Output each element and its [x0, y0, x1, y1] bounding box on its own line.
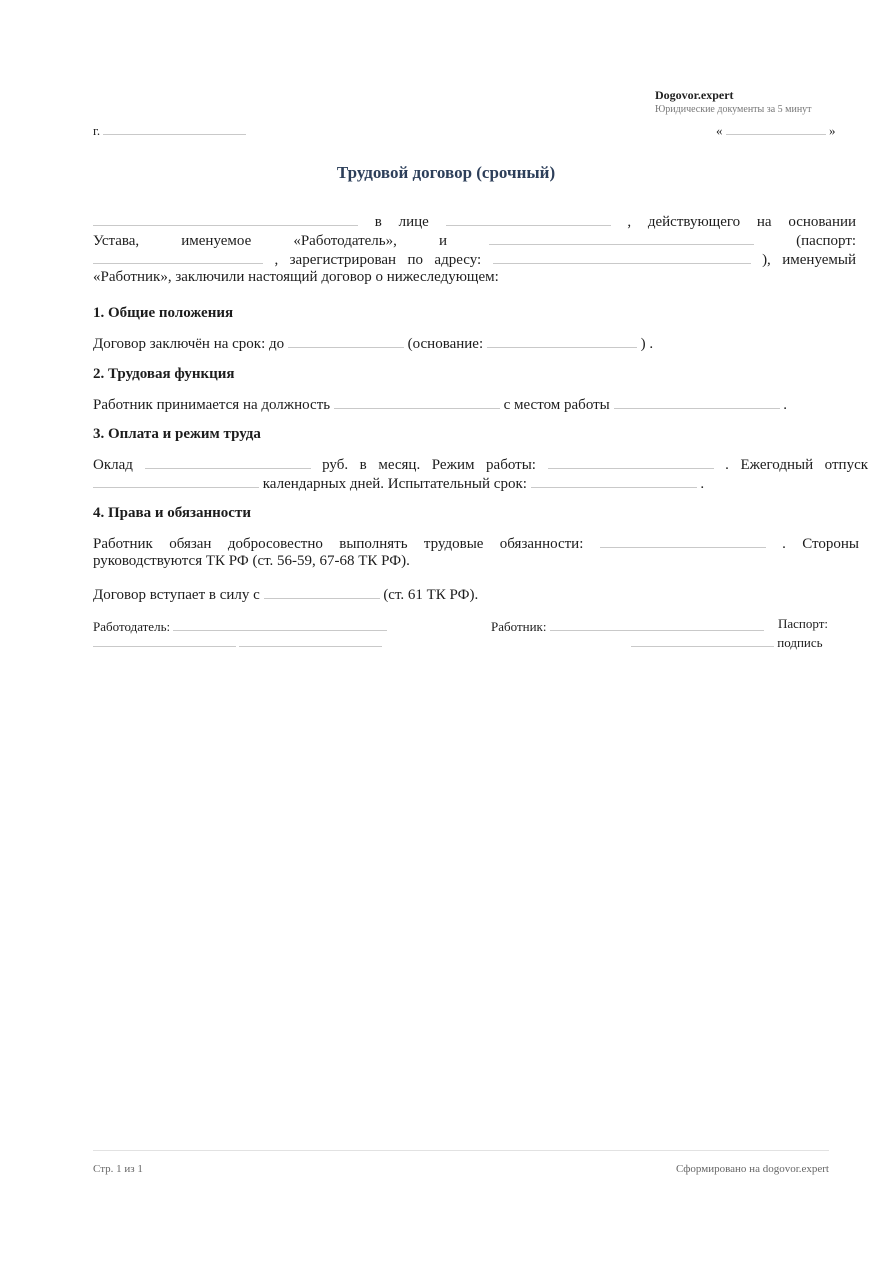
section-text: Работник обязан добросовестно выполнять трудовые обязанности:: [93, 536, 584, 552]
intro-text: ), именуемый: [762, 252, 857, 268]
section-text: (ст. 61 ТК РФ).: [383, 587, 479, 603]
date-line: [716, 120, 836, 139]
section-text: .: [783, 397, 788, 413]
section-text: .: [700, 476, 705, 492]
effective-date-field[interactable]: [264, 584, 380, 599]
city-prefix: г.: [93, 123, 101, 138]
date-field[interactable]: [726, 120, 826, 135]
employer-name-field[interactable]: [93, 211, 358, 226]
intro-text: , зарегистрирован по адресу:: [274, 252, 482, 268]
section-3-line-1: [93, 454, 868, 475]
intro-line-2: [93, 230, 856, 251]
section-text: календарных дней. Испытательный срок:: [262, 476, 527, 492]
section-text: с местом работы: [503, 397, 610, 413]
employee-extra-line: [631, 632, 823, 651]
intro-text: (паспорт:: [796, 233, 857, 249]
employee-name-field[interactable]: [489, 230, 754, 245]
employer-extra-line: [93, 632, 382, 651]
section-4-heading: 4. Права и обязанности: [93, 505, 251, 521]
employer-signature-field[interactable]: [173, 616, 387, 631]
term-basis-field[interactable]: [487, 333, 637, 348]
intro-line-1: [93, 211, 856, 232]
section-text: Работник принимается на должность: [93, 397, 331, 413]
section-4-line-2: руководствуются ТК РФ (ст. 56-59, 67-68 ТК РФ).: [93, 553, 410, 569]
intro-text: и: [438, 233, 447, 249]
probation-field[interactable]: [531, 473, 697, 488]
document-title: Трудовой договор (срочный): [336, 163, 556, 182]
section-2-text: [93, 394, 856, 415]
section-text: ) .: [640, 336, 654, 352]
representative-field[interactable]: [446, 211, 611, 226]
term-end-field[interactable]: [288, 333, 404, 348]
brand-tagline: Юридические документы за 5 минут: [655, 104, 812, 115]
brand-name: Dogovor.expert: [655, 88, 734, 102]
section-text: . Стороны: [782, 536, 859, 552]
section-4-line-1: [93, 533, 859, 554]
section-2-heading: 2. Трудовая функция: [93, 366, 235, 382]
intro-line-4: «Работник», заключили настоящий договор о нижеследующем:: [93, 269, 499, 285]
section-text: Договор вступает в силу с: [93, 587, 260, 603]
passport-field[interactable]: [93, 249, 263, 264]
city-line: [93, 120, 246, 139]
section-3-line-2: [93, 473, 856, 494]
duties-field[interactable]: [600, 533, 766, 548]
employee-signature-field[interactable]: [550, 616, 764, 631]
intro-text: , действующего на основании: [627, 214, 857, 230]
section-text: (основание:: [407, 336, 484, 352]
employer-name-signature-field[interactable]: [93, 632, 236, 647]
date-open-quote: «: [716, 123, 723, 138]
effective-date-line: [93, 584, 856, 605]
employee-passport-field[interactable]: [631, 632, 774, 647]
section-text: . Ежегодный отпуск: [725, 457, 869, 473]
intro-text: Устава,: [93, 233, 140, 249]
generated-by: Сформировано на dogovor.expert: [675, 1163, 829, 1175]
employer-signature-label: Работодатель:: [93, 619, 171, 634]
section-1-heading: 1. Общие положения: [93, 305, 234, 321]
section-text: Оклад: [93, 457, 133, 473]
section-1-text: [93, 333, 856, 354]
intro-line-3: [93, 249, 856, 270]
workplace-field[interactable]: [614, 394, 780, 409]
intro-text: в лице: [374, 214, 429, 230]
date-close-quote: »: [829, 123, 836, 138]
position-field[interactable]: [334, 394, 500, 409]
section-3-heading: 3. Оплата и режим труда: [93, 426, 261, 442]
signature-caption: подпись: [777, 635, 823, 650]
footer-divider: [93, 1150, 829, 1151]
section-text: руб. в месяц. Режим работы:: [322, 457, 536, 473]
city-field[interactable]: [103, 120, 246, 135]
work-schedule-field[interactable]: [548, 454, 714, 469]
address-field[interactable]: [493, 249, 751, 264]
employee-signature-label: Работник:: [491, 619, 547, 634]
intro-text: «Работодатель»,: [293, 233, 397, 249]
salary-field[interactable]: [145, 454, 311, 469]
passport-label: Паспорт:: [778, 616, 829, 631]
employer-date-field[interactable]: [239, 632, 382, 647]
section-text: Договор заключён на срок: до: [93, 336, 285, 352]
page-number: Стр. 1 из 1: [93, 1163, 143, 1175]
intro-text: именуемое: [181, 233, 252, 249]
vacation-days-field[interactable]: [93, 473, 259, 488]
